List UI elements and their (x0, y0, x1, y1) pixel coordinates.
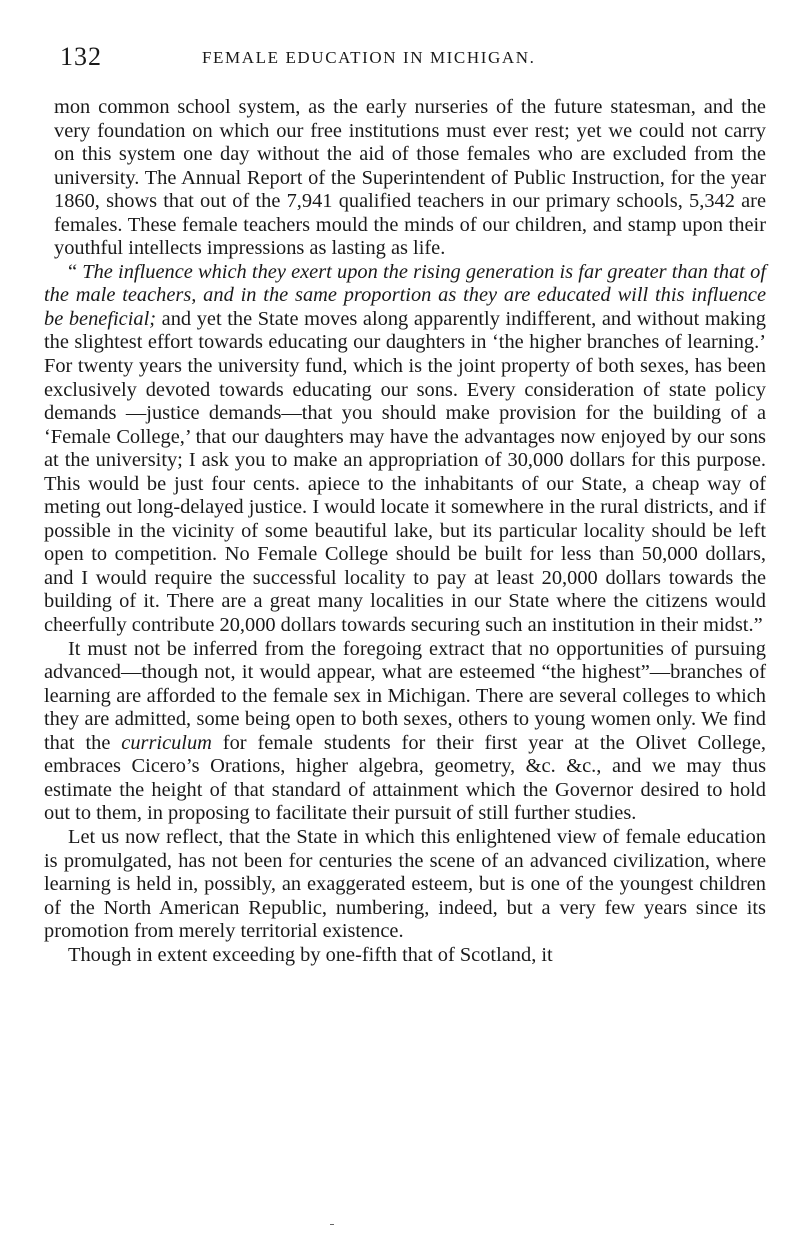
paragraph-text-after: for female students for their first year at the Olivet College, embraces Cicero’s Orations, higher algebra, geometry, &c. &c., and we may thus estimate the height of that standard of attainment which the Governor desired to hold out to them, in proposing to facilitate their pursuit of still further studies. (44, 731, 766, 825)
print-mark (330, 1224, 334, 1225)
paragraph-text-before: It must not be inferred from the foregoing extract that no opportunities of pursuing advanced—though not, it would appear, what are esteemed “the highest”—branches of learning are afforded to the female sex in Michigan. There are several colleges to which they are admitted, some being open to both sexes, others to young women only. We find that the (44, 637, 766, 754)
paragraph-continued: mon common school system, as the early nurseries of the future statesman, and the very foundation on which our free institutions must ever rest; yet we could not carry on this system one day without the aid of those females who are excluded from the university. The Annual Report of the Superintendent of Public Instruction, for the year 1860, shows that out of the 7,941 qualified teachers in our primary schools, 5,342 are females. These female teachers mould the minds of our children, and stamp upon their youthful intellects impressions as lasting as life. (54, 96, 766, 260)
running-title: FEMALE EDUCATION IN MICHIGAN. (202, 48, 536, 67)
quotation-text: and yet the State moves along apparently indifferent, and without making the slightest effort towards educating our daughters in ‘the higher branches of learning.’ For twenty years the university fund, which is the joint property of both sexes, has been exclusively devoted towards educating our sons. Every consideration of state policy demands —justice demands—that you should make provision for the building of a ‘Female College,’ that our daughters may have the advantages now enjoyed by our sons at the university; I ask you to make an appropriation of 30,000 dollars for this purpose. This would be just four cents. apiece to the inhabitants of our State, a cheap way of meting out long-delayed justice. I would locate it somewhere in the rural districts, and if possible in the vicinity of some beautiful lake, but its particular locality should be left open to competition. No Female College should be built for less than 50,000 dollars, and I would require the successful locality to pay at least 20,000 dollars towards the building of it. There are a great many localities in our State where the citizens would cheerfully contribute 20,000 dollars towards securing such an institution in their midst.” (44, 307, 766, 637)
paragraph-olivet-college (44, 638, 766, 826)
paragraph-reflection: Let us now reflect, that the State in which this enlightened view of female education is promulgated, has not been for centuries the scene of an advanced civilization, where learning is held in, possibly, an exaggerated esteem, but is one of the youngest children of the North American Republic, numbering, indeed, but a very few years since its promotion from merely territorial existence. (44, 825, 766, 943)
paragraph-quotation (44, 261, 766, 638)
italic-curriculum: curriculum (121, 731, 212, 754)
page-number: 132 (60, 42, 102, 71)
body-text (44, 96, 766, 967)
quotation-italic-text: The influence which they exert upon the rising generation is far greater than that of the male teachers, and in the same proportion as they are educated will this influence be beneficial; (44, 260, 766, 330)
open-quote: “ (68, 260, 83, 283)
page-header (60, 42, 760, 72)
paragraph-final-line: Though in extent exceeding by one-fifth that of Scotland, it (68, 943, 553, 966)
